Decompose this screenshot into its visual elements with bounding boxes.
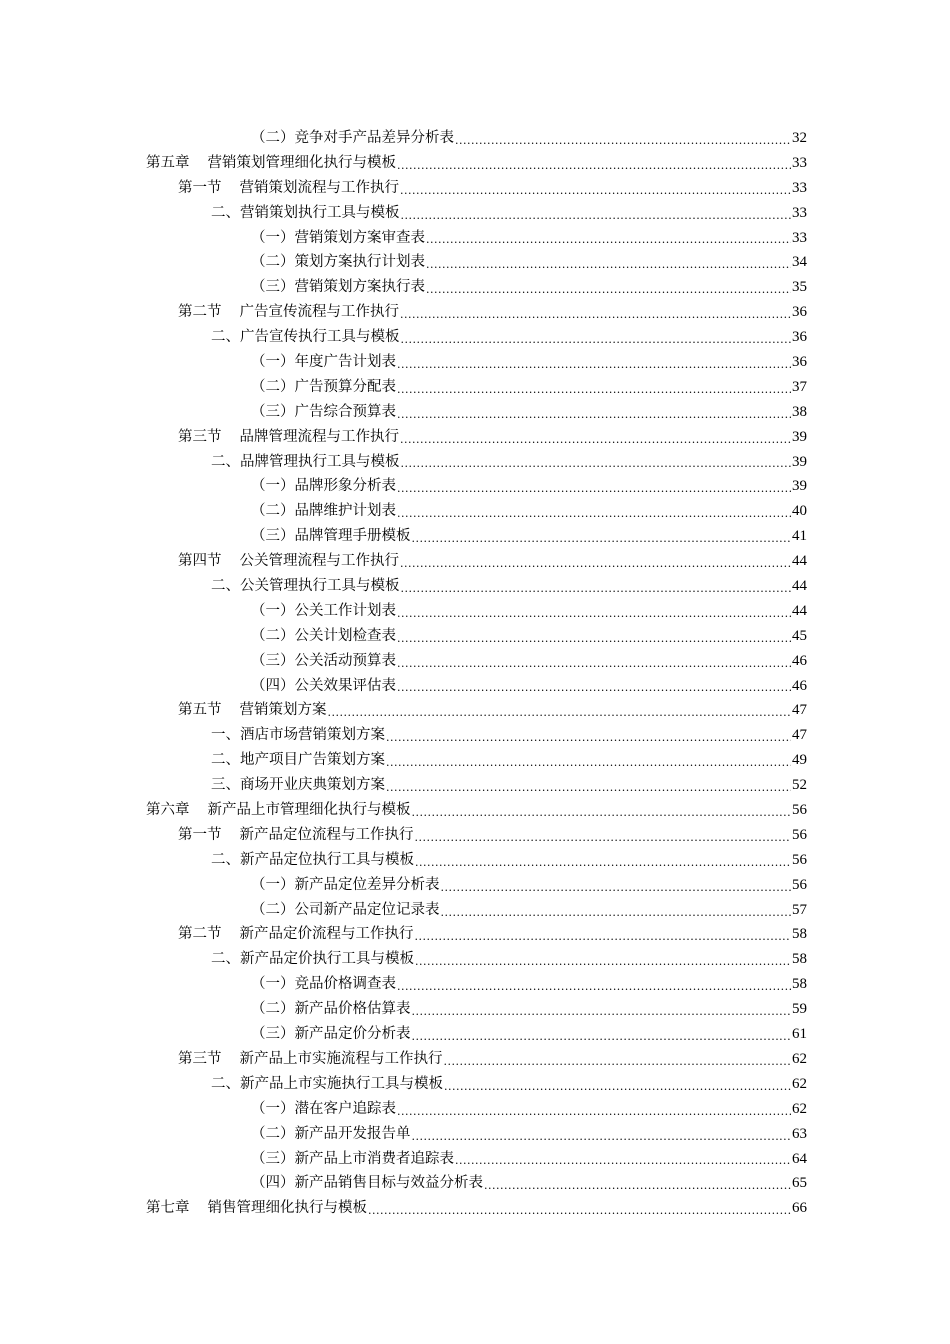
toc-entry[interactable] [146,549,807,574]
toc-entry-text: （四）公关效果评估表 [251,677,396,694]
toc-entry[interactable] [146,350,807,375]
toc-entry-text: （二）品牌维护计划表 [251,503,396,520]
toc-entry-title [251,400,396,425]
toc-page-number: 44 [792,602,807,619]
dot-leader [400,305,791,325]
toc-entry[interactable] [146,126,807,151]
toc-entry-title [211,773,385,798]
toc-page-number: 33 [792,179,807,196]
toc-page-number: 32 [792,129,807,146]
toc-page-number: 57 [792,901,807,918]
dot-leader [426,255,791,275]
toc-entry-text: （三）品牌管理手册模板 [251,528,411,545]
toc-page-number: 56 [792,876,807,893]
dot-leader [386,778,791,798]
toc-entry-text: 新产品上市管理细化执行与模板 [207,802,411,819]
toc-entry-title [211,325,400,350]
toc-entry-label: 第一节 [178,179,222,196]
toc-page-number: 52 [792,777,807,794]
toc-entry-title [178,549,399,574]
dot-leader [415,952,791,972]
toc-entry-label: 第五章 [146,154,190,171]
toc-entry-label: 第一节 [178,826,222,843]
dot-leader [400,181,791,201]
dot-leader [386,728,791,748]
toc-page-number: 64 [792,1150,807,1167]
dot-leader [397,604,791,624]
dot-leader [397,479,791,499]
toc-entry-title [178,425,399,450]
toc-entry-text: 三、商场开业庆典策划方案 [211,777,385,794]
toc-entry-text: （一）年度广告计划表 [251,354,396,370]
toc-entry-text: 新产品定位流程与工作执行 [239,826,414,843]
toc-page-number: 44 [792,553,807,570]
toc-entry[interactable] [146,674,807,699]
toc-page-number: 46 [792,652,807,669]
dot-leader [401,454,792,474]
toc-entry[interactable] [146,524,807,549]
dot-leader [455,131,791,151]
dot-leader [426,230,791,250]
dot-leader [426,280,791,300]
toc-entry-title [251,275,425,300]
toc-page-number: 36 [792,329,807,346]
toc-entry-title [251,972,396,997]
dot-leader [441,903,792,923]
toc-entry-text: （一）新产品定位差异分析表 [251,876,440,893]
dot-leader [397,355,791,375]
toc-page-number: 63 [792,1125,807,1142]
toc-entry[interactable] [146,1171,807,1196]
toc-entry-title [211,450,400,475]
toc-entry-text: 公关管理流程与工作执行 [239,553,399,570]
toc-entry-label: 第四节 [178,553,222,570]
toc-page-number: 58 [792,951,807,968]
toc-page-number: 39 [792,453,807,470]
toc-entry[interactable] [146,400,807,425]
toc-entry[interactable] [146,947,807,972]
toc-entry[interactable] [146,425,807,450]
toc-entry-label: 第二节 [178,304,222,321]
toc-entry-title [251,250,425,275]
toc-entry[interactable] [146,325,807,350]
toc-page-number: 37 [792,378,807,395]
dot-leader [397,654,791,674]
dot-leader [397,504,791,524]
dot-leader [455,1151,791,1171]
dot-leader [397,380,791,400]
toc-entry[interactable] [146,1196,807,1221]
toc-entry-title [251,226,425,251]
toc-entry-title [178,698,327,723]
dot-leader [401,206,792,226]
toc-entry-title [178,823,414,848]
toc-page-number: 41 [792,528,807,545]
toc-entry[interactable] [146,1097,807,1122]
toc-entry-title [211,201,400,226]
dot-leader [412,529,792,549]
toc-page-number: 33 [792,229,807,246]
toc-entry[interactable] [146,698,807,723]
dot-leader [444,1077,791,1097]
toc-entry-title [251,873,440,898]
toc-page-number: 39 [792,428,807,445]
toc-entry[interactable] [146,748,807,773]
toc-entry[interactable] [146,1122,807,1147]
toc-entry-text: 二、品牌管理执行工具与模板 [211,453,400,470]
toc-page-number: 56 [792,851,807,868]
toc-entry-label: 第三节 [178,428,222,445]
toc-entry-title [251,599,396,624]
dot-leader [441,878,792,898]
toc-entry-text: 营销策划流程与工作执行 [239,179,399,196]
dot-leader [401,330,792,350]
toc-entry[interactable] [146,250,807,275]
toc-entry-text: 二、营销策划执行工具与模板 [211,204,400,221]
toc-entry-text: 营销策划方案 [239,702,327,719]
toc-entry[interactable] [146,176,807,201]
toc-page-number: 45 [792,627,807,644]
toc-entry-text: 二、新产品上市实施执行工具与模板 [211,1075,443,1092]
toc-entry-text: （一）公关工作计划表 [251,602,396,619]
toc-entry-text: （三）新产品上市消费者追踪表 [251,1150,454,1167]
toc-entry-title [251,524,411,549]
toc-page-number: 36 [792,304,807,321]
toc-entry[interactable] [146,823,807,848]
toc-entry-title [251,624,396,649]
toc-page-number: 46 [792,677,807,694]
toc-entry[interactable] [146,375,807,400]
toc-entry-label: 第七章 [146,1200,190,1217]
dot-leader [444,1052,792,1072]
toc-entry-text: 新产品定价流程与工作执行 [239,926,414,943]
toc-entry-title [146,798,411,823]
toc-page-number: 62 [792,1100,807,1117]
toc-entry[interactable] [146,1072,807,1097]
toc-entry-text: （三）新产品定价分析表 [251,1026,411,1043]
toc-entry-text: 销售管理细化执行与模板 [207,1200,367,1217]
toc-entry-title [211,848,414,873]
toc-page-number: 38 [792,403,807,420]
dot-leader [412,1027,792,1047]
dot-leader [412,1127,792,1147]
toc-entry-title [146,151,396,176]
toc-entry-title [211,723,385,748]
toc-entry-title [178,176,399,201]
toc-entry[interactable] [146,450,807,475]
toc-entry-title [251,499,396,524]
toc-entry-text: 广告宣传流程与工作执行 [239,304,399,321]
toc-entry[interactable] [146,300,807,325]
toc-entry-title [251,350,396,375]
toc-entry-text: （二）广告预算分配表 [251,378,396,395]
toc-page-number: 34 [792,254,807,271]
toc-entry-title [251,1122,411,1147]
toc-entry-text: 品牌管理流程与工作执行 [239,428,399,445]
dot-leader [397,156,791,176]
toc-entry-label: 第二节 [178,926,222,943]
toc-entry[interactable] [146,1047,807,1072]
toc-entry[interactable] [146,873,807,898]
dot-leader [484,1176,791,1196]
toc-entry[interactable] [146,997,807,1022]
toc-entry-text: （一）竞品价格调查表 [251,976,396,993]
toc-entry-text: （二）竞争对手产品差异分析表 [251,129,454,146]
toc-page-number: 40 [792,503,807,520]
toc-entry-text: 二、新产品定位执行工具与模板 [211,851,414,868]
toc-page-number: 58 [792,926,807,943]
toc-entry[interactable] [146,773,807,798]
toc-entry-title [251,674,396,699]
toc-entry-title [251,474,396,499]
toc-entry[interactable] [146,499,807,524]
toc-page-number: 59 [792,1001,807,1018]
dot-leader [415,828,792,848]
toc-entry-text: （三）营销策划方案执行表 [251,279,425,296]
toc-entry[interactable] [146,1147,807,1172]
toc-entry-text: （二）公关计划检查表 [251,627,396,644]
toc-page-number: 56 [792,802,807,819]
toc-entry-title [251,997,411,1022]
toc-entry-text: 二、地产项目广告策划方案 [211,752,385,769]
toc-page-number: 36 [792,354,807,370]
toc-entry-title [211,748,385,773]
toc-entry[interactable] [146,574,807,599]
toc-entry[interactable] [146,798,807,823]
toc-entry-title [251,1097,396,1122]
dot-leader [415,927,792,947]
toc-entry[interactable] [146,848,807,873]
toc-entry[interactable] [146,226,807,251]
toc-entry-label: 第六章 [146,802,190,819]
dot-leader [412,803,792,823]
toc-entry[interactable] [146,624,807,649]
toc-page-number: 44 [792,578,807,595]
toc-entry-title [251,126,454,151]
toc-entry-text: （一）营销策划方案审查表 [251,229,425,246]
toc-entry-text: （三）公关活动预算表 [251,652,396,669]
toc-page-number: 33 [792,154,807,171]
toc-page-number: 62 [792,1075,807,1092]
dot-leader [397,629,791,649]
toc-page-number: 56 [792,826,807,843]
table-of-contents [146,126,807,1221]
toc-entry-text: （一）潜在客户追踪表 [251,1100,396,1117]
toc-page-number: 47 [792,727,807,744]
toc-entry-title [211,1072,443,1097]
toc-entry[interactable] [146,474,807,499]
toc-entry-title [251,1171,483,1196]
toc-entry[interactable] [146,151,807,176]
toc-entry-title [178,1047,443,1072]
toc-entry[interactable] [146,649,807,674]
toc-page-number: 58 [792,976,807,993]
dot-leader [386,753,791,773]
toc-page-number: 61 [792,1026,807,1043]
toc-entry[interactable] [146,972,807,997]
toc-entry-text: 营销策划管理细化执行与模板 [207,154,396,171]
dot-leader [401,579,792,599]
toc-page-number: 66 [792,1200,807,1217]
toc-page-number: 35 [792,279,807,296]
dot-leader [397,678,791,698]
dot-leader [412,1002,792,1022]
toc-entry[interactable] [146,723,807,748]
toc-entry-title [146,1196,367,1221]
toc-page-number: 62 [792,1050,807,1067]
toc-entry-title [178,922,414,947]
toc-entry-text: 二、公关管理执行工具与模板 [211,578,400,595]
toc-page-number: 49 [792,752,807,769]
toc-entry[interactable] [146,898,807,923]
toc-page-number: 39 [792,478,807,495]
toc-entry-text: （一）品牌形象分析表 [251,478,396,495]
toc-entry[interactable] [146,1022,807,1047]
dot-leader [400,430,791,450]
dot-leader [397,977,791,997]
toc-entry-title [251,1147,454,1172]
toc-entry-text: （二）新产品价格估算表 [251,1001,411,1018]
dot-leader [368,1201,791,1221]
toc-entry-title [211,574,400,599]
toc-entry-text: （二）新产品开发报告单 [251,1125,411,1142]
toc-entry-text: 二、广告宣传执行工具与模板 [211,329,400,346]
toc-entry-label: 第三节 [178,1050,222,1067]
toc-entry-label: 第五节 [178,702,222,719]
toc-entry[interactable] [146,599,807,624]
toc-entry-title [251,898,440,923]
toc-entry-text: （三）广告综合预算表 [251,403,396,420]
dot-leader [397,1102,791,1122]
toc-entry-title [251,1022,411,1047]
toc-entry-text: 一、酒店市场营销策划方案 [211,727,385,744]
dot-leader [415,853,791,873]
dot-leader [400,554,791,574]
toc-entry-text: 新产品上市实施流程与工作执行 [239,1050,443,1067]
toc-entry-title [251,649,396,674]
toc-entry-text: （四）新产品销售目标与效益分析表 [251,1175,483,1192]
toc-entry-title [251,375,396,400]
toc-entry[interactable] [146,923,807,948]
toc-page-number: 33 [792,204,807,221]
dot-leader [397,405,791,425]
toc-entry-title [211,947,414,972]
dot-leader [328,703,792,723]
toc-entry-text: （二）公司新产品定位记录表 [251,901,440,918]
toc-entry[interactable] [146,201,807,226]
toc-entry[interactable] [146,275,807,300]
toc-entry-text: 二、新产品定价执行工具与模板 [211,951,414,968]
toc-page-number: 47 [792,702,807,719]
toc-page-number: 65 [792,1175,807,1192]
toc-entry-text: （二）策划方案执行计划表 [251,254,425,271]
toc-entry-title [178,300,399,325]
